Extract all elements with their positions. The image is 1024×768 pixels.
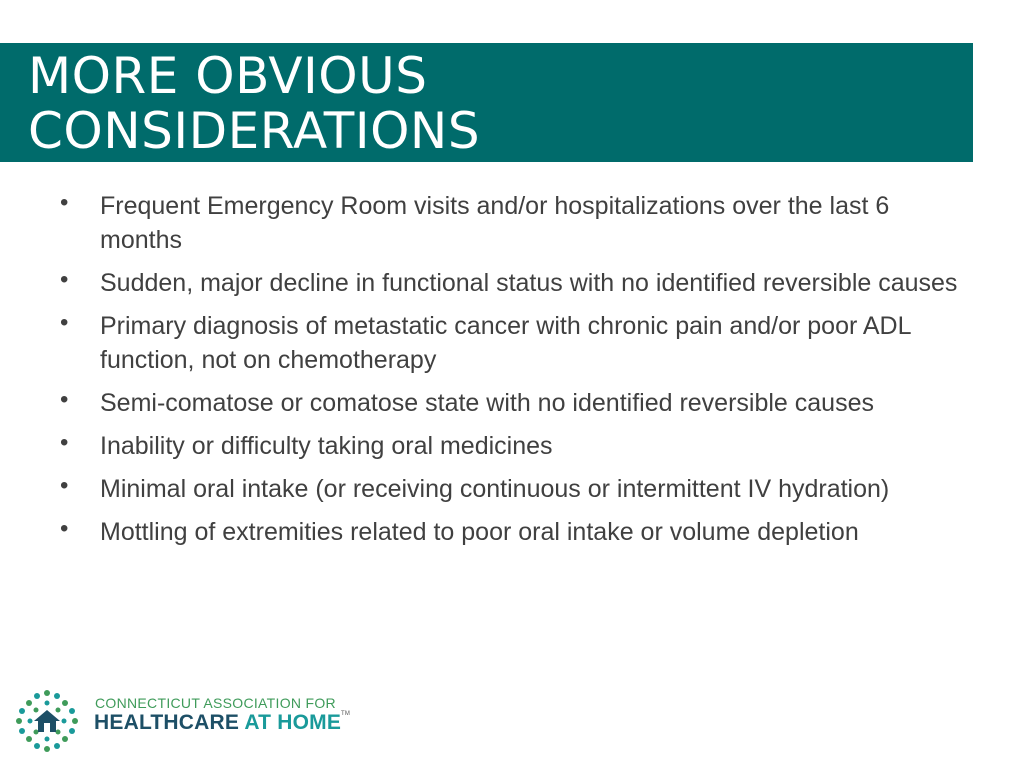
list-item <box>58 515 958 549</box>
logo-word-at-home: AT HOME <box>239 711 342 734</box>
logo-line-1: CONNECTICUT ASSOCIATION FOR <box>95 695 336 711</box>
bullet-icon: • <box>60 189 69 216</box>
bullet-list <box>58 189 958 558</box>
list-item <box>58 266 958 300</box>
bullet-icon: • <box>60 386 69 413</box>
list-item <box>58 386 958 420</box>
list-item-text: Inability or difficulty taking oral medicines <box>100 432 553 460</box>
organization-logo <box>16 690 356 750</box>
list-item <box>58 429 958 463</box>
bullet-icon: • <box>60 266 69 293</box>
bullet-icon: • <box>60 429 69 456</box>
list-item-text: Sudden, major decline in functional status with no identified reversible causes <box>100 269 958 297</box>
logo-word-healthcare: HEALTHCARE <box>94 711 240 734</box>
title-line-1: MORE OBVIOUS <box>28 47 428 105</box>
list-item-text: Primary diagnosis of metastatic cancer with chronic pain and/or poor ADL function, not on chemotherapy <box>100 312 911 374</box>
bullet-icon: • <box>60 515 69 542</box>
list-item-text: Minimal oral intake (or receiving continuous or intermittent IV hydration) <box>100 475 890 503</box>
slide-title <box>28 49 480 159</box>
logo-line-2 <box>94 711 350 735</box>
list-item <box>58 472 958 506</box>
title-line-2: CONSIDERATIONS <box>28 102 481 160</box>
bullet-icon: • <box>60 472 69 499</box>
list-item <box>58 309 958 377</box>
list-item <box>58 189 958 257</box>
bullet-icon: • <box>60 309 69 336</box>
list-item-text: Semi-comatose or comatose state with no identified reversible causes <box>100 389 874 417</box>
list-item-text: Frequent Emergency Room visits and/or hospitalizations over the last 6 months <box>100 192 890 254</box>
house-dots-icon <box>16 690 78 752</box>
list-item-text: Mottling of extremities related to poor oral intake or volume depletion <box>100 518 859 546</box>
trademark-mark: TM <box>341 711 351 717</box>
